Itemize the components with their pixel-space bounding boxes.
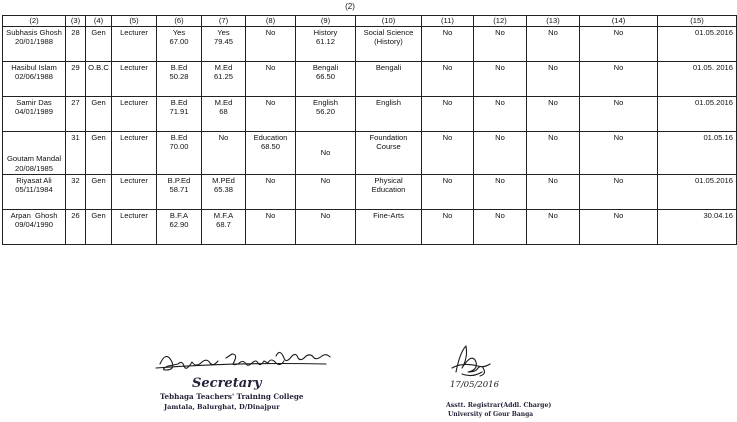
cell-line: No [265, 62, 276, 72]
col8-cell [246, 96, 296, 131]
col11-cell: No [422, 96, 474, 131]
joining-date-cell: 01.05.2016 [658, 174, 737, 209]
joining-date-cell: 01.05.2016 [658, 96, 737, 131]
table-row [3, 96, 737, 131]
cell-line: No [265, 97, 276, 107]
designation-cell: Lecturer [112, 209, 157, 244]
designation-cell: Lecturer [112, 61, 157, 96]
col12-cell: No [474, 96, 527, 131]
col9-cell [296, 96, 356, 131]
table-row [3, 174, 737, 209]
cell-line: No [320, 210, 331, 220]
col6-cell [157, 61, 202, 96]
name-cell [3, 96, 66, 131]
cell-line: 68 [219, 107, 228, 117]
column-header: (9) [296, 16, 356, 27]
col12-cell: No [474, 209, 527, 244]
col11-cell: No [422, 61, 474, 96]
col10-cell [356, 96, 422, 131]
category-cell: Gen [86, 96, 112, 131]
name-cell [3, 131, 66, 174]
col12-cell: No [474, 131, 527, 174]
col14-cell: No [580, 209, 658, 244]
stamp-line: Jamtala, Balurghat, D/Dinajpur [164, 403, 280, 411]
cell-line: 61.12 [315, 37, 335, 47]
column-header: (6) [157, 16, 202, 27]
col10-cell [356, 131, 422, 174]
cell-line: 62.90 [169, 220, 189, 230]
table-row [3, 209, 737, 244]
col10-cell [356, 209, 422, 244]
col8-cell [246, 209, 296, 244]
col9-cell [296, 174, 356, 209]
column-header: (3) [66, 16, 86, 27]
cell-line: Bengali [375, 62, 402, 72]
column-header: (4) [86, 16, 112, 27]
cell-line: B.Ed [170, 97, 188, 107]
cell-line: B.Ed [170, 62, 188, 72]
col11-cell: No [422, 26, 474, 61]
staff-name: Hasibul Islam [11, 62, 57, 72]
cell-line: 67.00 [169, 37, 189, 47]
age-cell: 29 [66, 61, 86, 96]
col7-cell [202, 61, 246, 96]
column-header: (13) [527, 16, 580, 27]
signature-date: 17/05/2016 [450, 380, 499, 390]
age-cell: 32 [66, 174, 86, 209]
stamp-line: Tebhaga Teachers' Training College [160, 392, 304, 401]
col8-cell [246, 26, 296, 61]
col7-cell [202, 96, 246, 131]
col7-cell [202, 131, 246, 174]
col8-cell [246, 174, 296, 209]
category-cell: Gen [86, 131, 112, 174]
cell-line: B.P.Ed [167, 175, 191, 185]
cell-line: 56.20 [315, 107, 335, 117]
cell-line: 71.91 [169, 107, 189, 117]
table-row [3, 61, 737, 96]
age-cell: 28 [66, 26, 86, 61]
category-cell: Gen [86, 209, 112, 244]
cell-line: Course [376, 142, 401, 152]
category-cell: Gen [86, 26, 112, 61]
cell-line: English [376, 97, 401, 107]
column-header: (11) [422, 16, 474, 27]
col6-cell [157, 26, 202, 61]
col13-cell: No [527, 61, 580, 96]
cell-line: Education [253, 132, 288, 142]
cell-line: M.Ed [214, 62, 233, 72]
category-cell: Gen [86, 174, 112, 209]
table-header-row [3, 16, 737, 27]
col9-cell [296, 61, 356, 96]
cell-line: Social Science [363, 27, 414, 37]
cell-line: 61.25 [213, 72, 233, 82]
col14-cell: No [580, 131, 658, 174]
cell-line: 79.45 [213, 37, 233, 47]
date-of-birth: 09/04/1990 [14, 220, 53, 230]
designation-cell: Lecturer [112, 26, 157, 61]
cell-line: 66.50 [315, 72, 335, 82]
col7-cell [202, 209, 246, 244]
table-row [3, 131, 737, 174]
designation-cell: Lecturer [112, 96, 157, 131]
joining-date-cell: 30.04.16 [658, 209, 737, 244]
cell-line: 68.50 [260, 142, 280, 152]
age-cell: 31 [66, 131, 86, 174]
col14-cell: No [580, 26, 658, 61]
col11-cell: No [422, 131, 474, 174]
date-of-birth: 20/01/1988 [14, 37, 53, 47]
cell-line: 58.71 [169, 185, 189, 195]
stamp-title: Secretary [192, 376, 262, 391]
cell-line: Foundation [369, 132, 408, 142]
cell-line: B.Ed [170, 132, 188, 142]
name-cell [3, 209, 66, 244]
cell-line: (History) [374, 37, 403, 47]
col11-cell: No [422, 174, 474, 209]
cell-line: Physical [374, 175, 403, 185]
stamp-line: Asstt. Registrar(Addl. Charge) [446, 402, 552, 409]
cell-line: Yes [217, 27, 230, 37]
col8-cell [246, 131, 296, 174]
staff-name: Samir Das [16, 97, 52, 107]
table-row [3, 26, 737, 61]
column-header: (2) [3, 16, 66, 27]
name-cell [3, 26, 66, 61]
col12-cell: No [474, 61, 527, 96]
date-of-birth: 04/01/1989 [14, 107, 53, 117]
cell-line: 50.28 [169, 72, 189, 82]
col11-cell: No [422, 209, 474, 244]
column-header: (5) [112, 16, 157, 27]
col13-cell: No [527, 26, 580, 61]
name-cell [3, 174, 66, 209]
date-of-birth: 20/08/1985 [14, 164, 53, 173]
col6-cell [157, 96, 202, 131]
cell-line: M.F.A [213, 210, 234, 220]
cell-line: M.PEd [212, 175, 235, 185]
cell-line: B.F.A [169, 210, 189, 220]
cell-line: Yes [172, 27, 186, 37]
cell-line: No [265, 175, 276, 185]
page-number: (2) [345, 2, 355, 11]
joining-date-cell: 01.05.16 [658, 131, 737, 174]
cell-line: M.Ed [214, 97, 233, 107]
staff-details-table [2, 15, 737, 245]
name-cell [3, 61, 66, 96]
col9-cell [296, 209, 356, 244]
cell-line: No [265, 27, 276, 37]
col6-cell [157, 131, 202, 174]
column-header: (10) [356, 16, 422, 27]
staff-name: Subhasis Ghosh [6, 27, 62, 37]
col9-cell [296, 26, 356, 61]
col13-cell: No [527, 209, 580, 244]
col14-cell: No [580, 174, 658, 209]
cell-line: Bengali [312, 62, 339, 72]
col7-cell [202, 26, 246, 61]
column-header: (12) [474, 16, 527, 27]
column-header: (7) [202, 16, 246, 27]
cell-line: History [313, 27, 338, 37]
col12-cell: No [474, 174, 527, 209]
category-cell: O.B.C [86, 61, 112, 96]
col6-cell [157, 209, 202, 244]
col12-cell: No [474, 26, 527, 61]
col14-cell: No [580, 61, 658, 96]
col14-cell: No [580, 96, 658, 131]
col10-cell [356, 61, 422, 96]
cell-line: 65.38 [213, 185, 233, 195]
cell-line: Education [371, 185, 406, 195]
joining-date-cell: 01.05. 2016 [658, 61, 737, 96]
col13-cell: No [527, 131, 580, 174]
col13-cell: No [527, 96, 580, 131]
column-header: (15) [658, 16, 737, 27]
stamp-line: University of Gour Banga [448, 411, 534, 418]
cell-line: No [218, 132, 229, 142]
col13-cell: No [527, 174, 580, 209]
col7-cell [202, 174, 246, 209]
cell-line: No [265, 210, 276, 220]
date-of-birth: 02/06/1988 [14, 72, 53, 82]
cell-line: 68.7 [216, 220, 231, 230]
signature-area [0, 330, 700, 422]
age-cell: 26 [66, 209, 86, 244]
cell-line: 70.00 [169, 142, 189, 152]
staff-name: Riyasat Ali [16, 175, 52, 185]
column-header: (14) [580, 16, 658, 27]
date-of-birth: 05/11/1984 [15, 185, 53, 195]
cell-line: No [320, 148, 331, 158]
age-cell: 27 [66, 96, 86, 131]
staff-name: Goutam Mandal [6, 154, 62, 164]
cell-line: No [320, 175, 331, 185]
col9-cell [296, 131, 356, 174]
col6-cell [157, 174, 202, 209]
cell-line: English [313, 97, 338, 107]
secretary-signature-stamp [148, 344, 368, 420]
column-header: (8) [246, 16, 296, 27]
col10-cell [356, 174, 422, 209]
joining-date-cell: 01.05.2016 [658, 26, 737, 61]
col8-cell [246, 61, 296, 96]
designation-cell: Lecturer [112, 131, 157, 174]
registrar-signature-stamp [432, 338, 552, 422]
staff-name: Arpan Ghosh [10, 210, 58, 220]
designation-cell: Lecturer [112, 174, 157, 209]
cell-line: Fine-Arts [373, 210, 404, 220]
col10-cell [356, 26, 422, 61]
